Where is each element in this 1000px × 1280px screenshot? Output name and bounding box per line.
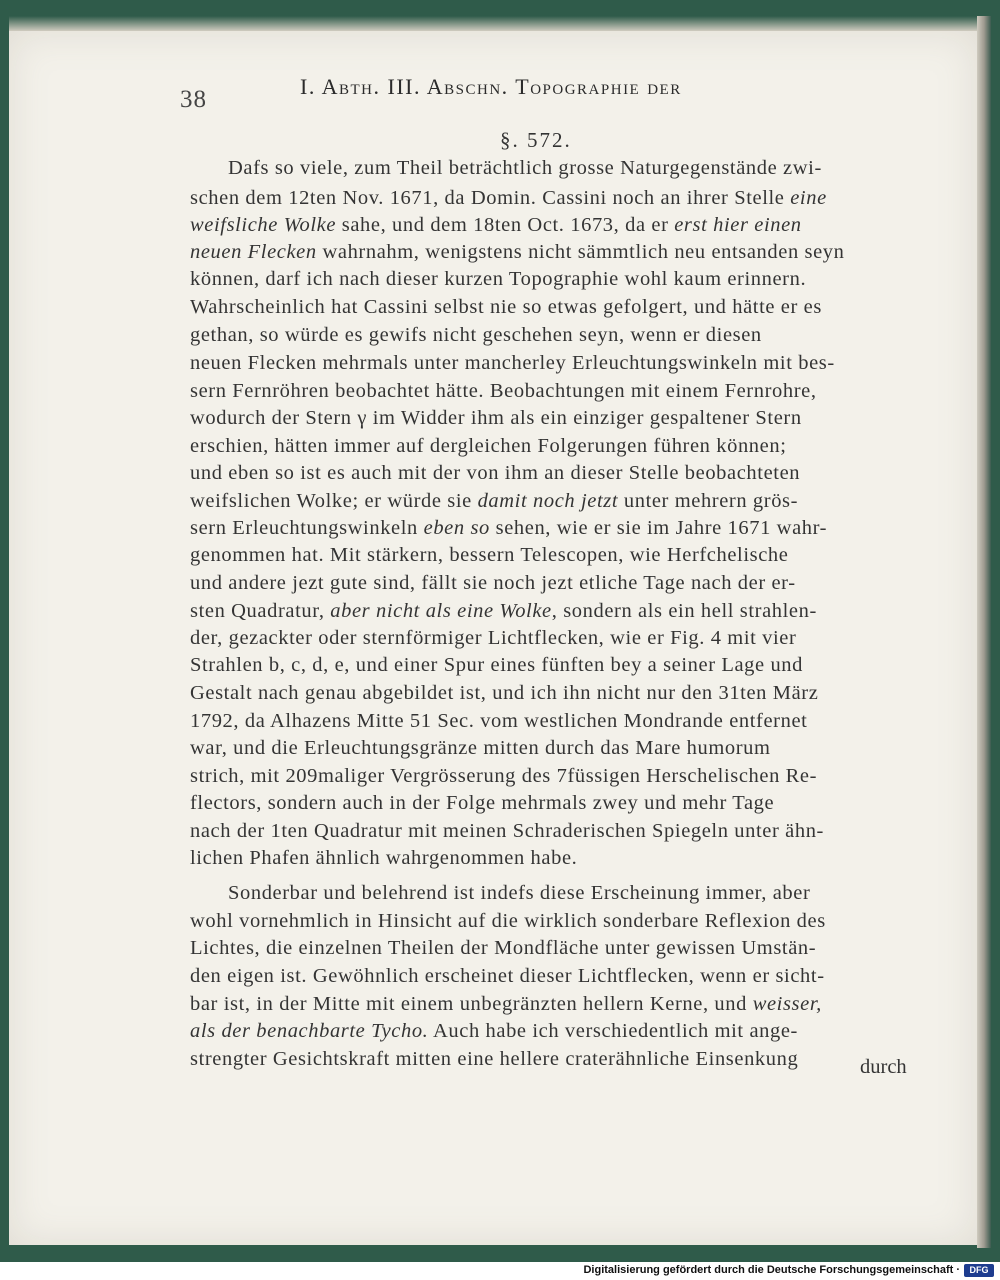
text-line: flectors, sondern auch in der Folge mehrmals zwey und mehr Tage <box>190 792 775 814</box>
text-line: weifslichen Wolke; er würde sie damit noch jetzt unter mehrern grös- <box>190 490 799 512</box>
text-line: strich, mit 209maliger Vergrösserung des 7füssigen Herschelischen Re- <box>190 765 818 787</box>
text-line: erschien, hätten immer auf dergleichen Folgerungen führen können; <box>190 435 787 457</box>
text-line: können, darf ich nach dieser kurzen Topographie wohl kaum erinnern. <box>190 268 807 290</box>
text-line: schen dem 12ten Nov. 1671, da Domin. Cassini noch an ihrer Stelle eine <box>190 187 827 209</box>
page-top-edge <box>9 16 977 31</box>
text-line: gethan, so würde es gewifs nicht geschehen seyn, wenn er diesen <box>190 324 762 346</box>
text-line: und eben so ist es auch mit der von ihm an dieser Stelle beobachteten <box>190 462 801 484</box>
text-line: Gestalt nach genau abgebildet ist, und ich ihn nicht nur den 31ten März <box>190 682 819 704</box>
text-line: wodurch der Stern γ im Widder ihm als ein einziger gespaltener Stern <box>190 407 802 429</box>
text-line: lichen Phafen ähnlich wahrgenommen habe. <box>190 847 578 869</box>
text-line: 1792, da Alhazens Mitte 51 Sec. vom westlichen Mondrande entfernet <box>190 710 808 732</box>
text-line: Lichtes, die einzelnen Theilen der Mondfläche unter gewissen Umstän- <box>190 937 817 959</box>
text-line: Strahlen b, c, d, e, und einer Spur eines fünften bey a seiner Lage und <box>190 654 803 676</box>
text-line: nach der 1ten Quadratur mit meinen Schraderischen Spiegeln unter ähn- <box>190 820 824 842</box>
text-line: war, und die Erleuchtungsgränze mitten durch das Mare humorum <box>190 737 771 759</box>
footer-credit: Digitalisierung gefördert durch die Deutsche Forschungsgemeinschaft · <box>583 1264 960 1276</box>
text-line: neuen Flecken mehrmals unter mancherley Erleuchtungswinkeln mit bes- <box>190 352 835 374</box>
text-line: genommen hat. Mit stärkern, bessern Telescopen, wie Herfchelische <box>190 544 789 566</box>
text-line: Sonderbar und belehrend ist indefs diese Erscheinung immer, aber <box>228 882 811 904</box>
text-line: der, gezackter oder sternförmiger Lichtflecken, wie er Fig. 4 mit vier <box>190 627 797 649</box>
section-number: §. 572. <box>500 128 572 152</box>
page-right-edge <box>977 16 991 1248</box>
text-line: und andere jezt gute sind, fällt sie noch jezt etliche Tage nach der er- <box>190 572 796 594</box>
text-line: Wahrscheinlich hat Cassini selbst nie so etwas gefolgert, und hätte er es <box>190 296 822 318</box>
text-line: sern Erleuchtungswinkeln eben so sehen, wie er sie im Jahre 1671 wahr- <box>190 517 828 539</box>
text-line: den eigen ist. Gewöhnlich erscheinet dieser Lichtflecken, wenn er sicht- <box>190 965 825 987</box>
text-line: weifsliche Wolke sahe, und dem 18ten Oct. 1673, da er erst hier einen <box>190 214 802 236</box>
running-head-title: I. Abth. III. Abschn. Topographie der <box>300 74 682 99</box>
text-line: neuen Flecken wahrnahm, wenigstens nicht sämmtlich neu entsanden seyn <box>190 241 845 263</box>
text-line: als der benachbarte Tycho. Auch habe ich verschiedentlich mit ange- <box>190 1020 798 1042</box>
text-line: Dafs so viele, zum Theil beträchtlich grosse Naturgegenstände zwi- <box>228 157 822 179</box>
dfg-logo-icon: DFG <box>964 1264 994 1277</box>
page-number: 38 <box>180 86 207 113</box>
text-line: strengter Gesichtskraft mitten eine hellere craterähnliche Einsenkung <box>190 1048 799 1070</box>
catchword: durch <box>860 1056 907 1078</box>
text-line: sern Fernröhren beobachtet hätte. Beobachtungen mit einem Fernrohre, <box>190 380 817 402</box>
text-line: sten Quadratur, aber nicht als eine Wolke, sondern als ein hell strahlen- <box>190 600 817 622</box>
text-line: wohl vornehmlich in Hinsicht auf die wirklich sonderbare Reflexion des <box>190 910 826 932</box>
text-line: bar ist, in der Mitte mit einem unbegränzten hellern Kerne, und weisser, <box>190 993 822 1015</box>
